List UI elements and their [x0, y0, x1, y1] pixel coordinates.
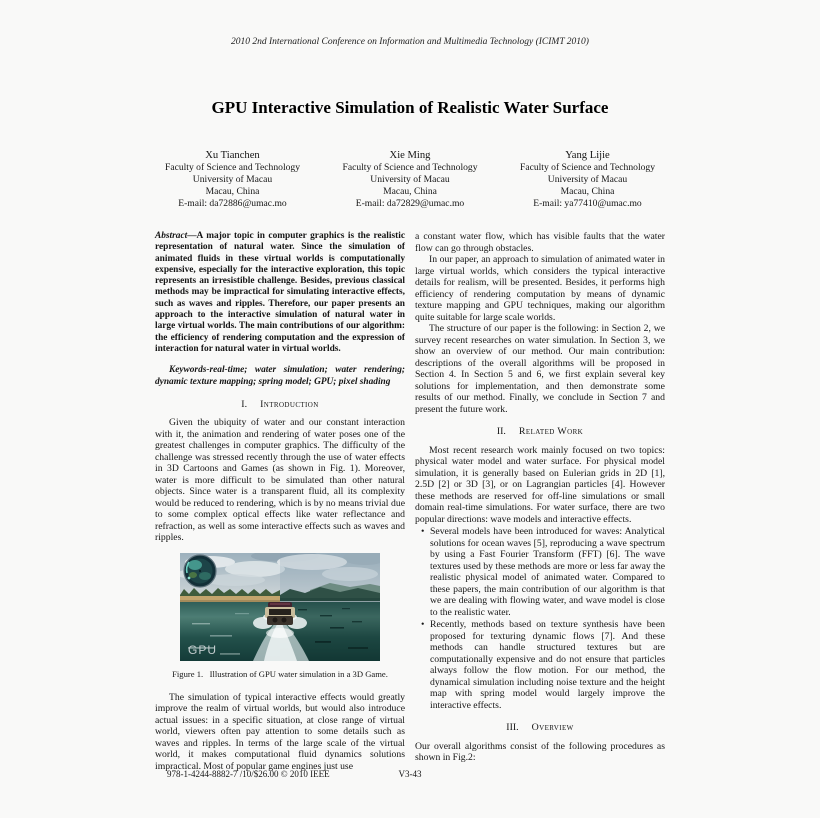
abstract-paragraph — [155, 231, 405, 355]
minimap-icon — [184, 555, 216, 587]
body-columns — [155, 231, 665, 772]
section-number: I. — [241, 398, 248, 410]
bullet-icon: • — [421, 526, 425, 537]
paragraph: Our overall algorithms consist of the following procedures as shown in Fig.2: — [415, 740, 665, 763]
author-email: E-mail: da72829@umac.mo — [355, 198, 465, 209]
left-column — [155, 231, 405, 772]
author-department: Faculty of Science and Technology — [164, 162, 301, 173]
paragraph: In our paper, an approach to simulation of animated water in large virtual worlds, which considers the typical interactive details for realism, will be presented. Besides, it performs high efficiency of rendering computation by means of dynamic texture mapping and GPU techniques, making our algorithm quite suitable for large scale worlds. — [415, 254, 665, 323]
section-number: III. — [506, 722, 519, 733]
bullet-item-texture-synthesis — [415, 619, 665, 711]
copyright-notice: 978-1-4244-8882-7 /10/$26.00 © 2010 IEEE — [167, 769, 330, 779]
figure-caption: Figure 1. Illustration of GPU water simulation in a 3D Game. — [172, 668, 388, 679]
author-email: E-mail: ya77410@umac.mo — [533, 198, 642, 209]
bullet-text: Several models have been introduced for waves: Analytical solutions for ocean waves [5], reproducing a wave spectrum by using a Fast Fourier Transform (FFT) [6]. The wave textures used by these methods are more or less far away the realistic physical model of animated water. Compared to these papers, the main contribution of our algorithm is that we are dealing with flowing water, and wave model is close to the realistic water. — [430, 526, 665, 618]
section-title: Related Work — [518, 426, 584, 437]
author-block — [145, 150, 675, 210]
paragraph: The simulation of typical interactive effects would greatly improve the realm of virtual worlds, but would also introduce actual issues: in a specific situation, at close range of virtual world, viewers often pay attention to some details such as waves and ripples. In terms of the large scale of the virtual world, it makes computational fluid dynamics solutions impractical. Most of popular game engines just use — [155, 691, 405, 772]
author-university: University of Macau — [370, 174, 450, 185]
gpu-overlay-label: GPU — [188, 642, 218, 657]
keywords-paragraph: Keywords-real-time; water simulation; water rendering; dynamic texture mapping; spring model; GPU; pixel shading — [155, 365, 405, 387]
author-name: Xie Ming — [389, 150, 431, 161]
author-university: University of Macau — [547, 174, 628, 185]
author-name: Xu Tianchen — [205, 150, 260, 161]
author-email: E-mail: da72886@umac.mo — [178, 198, 287, 209]
abstract-text: —A major topic in computer graphics is the realistic representation of natural water. Since the simulation of animated fluids in these virtual worlds is computationally expensive, especially for the interactive exploration, this topic represents an irresistible challenge. Besides, previous classical methods may be impractical for simulating interactive effects, such as waves and ripples. Therefore, our paper presents an approach to the interactive simulation of natural water in large virtual worlds. The main contributions of our algorithm: the efficiency of rendering computation and the expression of interaction for natural water in virtual worlds. — [155, 231, 405, 354]
author-location: Macau, China — [560, 186, 615, 197]
abstract-label: Abstract — [155, 231, 188, 241]
paragraph: a constant water flow, which has visible faults that the water flow can go through obstacles. — [415, 231, 665, 254]
section-title: Overview — [531, 722, 574, 733]
section-heading-introduction — [155, 399, 405, 411]
paragraph: Most recent research work mainly focused on two topics: physical water model and water surface. For physical model simulation, it is generally based on Eulerian grids in 2D [1], 2.5D [2] or 3D [3], or on Lagrangian particles [4]. However these methods are reserved for off-line simulations or small domain real-time simulations. For water surface, there are two popular directions: wave models and interactive effects. — [415, 444, 665, 525]
paragraph: The structure of our paper is the following: in Section 2, we survey recent researches on water simulation. In Section 3, we show an overview of our method. Our main contribution: descriptions of the overall algorithms will be proposed in Section 4. In Section 5 and 6, we first explain several key solutions for implementation, and then demonstrate some results of our method. Finally, we conclude in Section 7 and present the future work. — [415, 323, 665, 415]
page-number: V3-43 — [398, 769, 422, 779]
author-name: Yang Lijie — [565, 150, 610, 161]
author-2 — [323, 150, 498, 210]
bullet-item-waves — [415, 526, 665, 618]
page-title: GPU Interactive Simulation of Realistic Water Surface — [211, 98, 609, 117]
conference-header: 2010 2nd International Conference on Information and Multimedia Technology (ICIMT 2010) — [231, 37, 589, 47]
section-number: II. — [496, 426, 506, 437]
author-university: University of Macau — [192, 174, 273, 185]
right-column — [415, 231, 665, 772]
section-heading-overview — [415, 722, 665, 734]
figure-1 — [155, 553, 405, 679]
figure-image — [180, 553, 380, 661]
bullet-icon: • — [421, 619, 425, 630]
author-location: Macau, China — [205, 186, 260, 197]
author-3 — [500, 150, 675, 210]
author-1 — [145, 150, 320, 210]
author-department: Faculty of Science and Technology — [342, 162, 478, 173]
bullet-text: Recently, methods based on texture synthesis have been proposed for texturing dynamic flows [7]. And these methods can handle structured textures but are computationally expensive and do not ensure that particles always follow the flow motion. For our method, the dynamical simulation including noise texture and the height map with spring model would largely improve the interactive effects. — [430, 619, 665, 711]
section-title: Introduction — [260, 398, 319, 410]
boat — [265, 602, 295, 625]
author-location: Macau, China — [383, 186, 437, 197]
paragraph: Given the ubiquity of water and our constant interaction with it, the animation and rendering of water poses one of the greatest challenges in computer graphics. The difficulty of the challenge was stressed recently through the use of water effects in 3D Cartoons and Games (as shown in Fig. 1). Moreover, water is more difficult to be simulated than other natural objects. Since water is a transparent fluid, all its complexity would be reduced to rendering, which is by no means trivial due to some complex optical effects like water reflectance and refraction, as well as some interactive effects such as waves and ripples. — [155, 417, 405, 544]
section-heading-related-work — [415, 426, 665, 438]
author-department: Faculty of Science and Technology — [519, 162, 656, 173]
